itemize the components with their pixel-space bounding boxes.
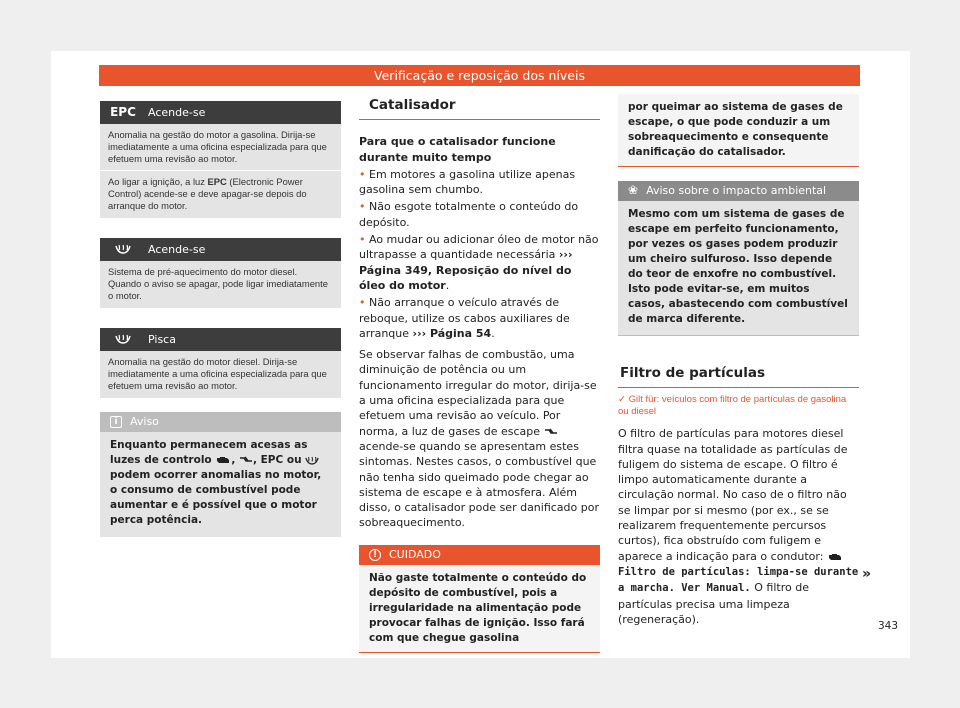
environment-text: Mesmo com um sistema de gases de escape em perfeito funcionamento, por vezes os gases podem produzir um cheiro sulfuroso. Isso depende do teor de enxofre no combustível. Isto pode evitar-se, em muitos casos, abastecendo com combustível de marca diferente. (618, 201, 859, 335)
section-title: Catalisador (359, 94, 600, 120)
environment-title: Aviso sobre o impacto ambiental (646, 184, 827, 198)
engine-icon (827, 552, 843, 562)
page-reference-link[interactable]: ››› Página 54 (412, 326, 492, 340)
bullet-icon: • (359, 167, 369, 181)
section-title: Filtro de partículas (618, 362, 859, 388)
list-item: • Ao mudar ou adicionar óleo de motor não ultrapasse a quantidade necessária ››› Página 349, Reposição do nível do óleo do motor. (359, 233, 599, 292)
column-middle (359, 94, 600, 653)
warning-text: Anomalia na gestão do motor diesel. Dirija-se imediatamente a uma oficina especializada para que efetuem uma revisão ao motor. (108, 356, 327, 391)
warning-title: Acende-se (148, 105, 206, 119)
bullet-icon: • (359, 233, 369, 247)
warning-title: Pisca (148, 332, 176, 346)
caution-continued-text: por queimar ao sistema de gases de escape, o que pode conduzir a um sobreaquecimento e consequente danificação do catalisador. (618, 94, 859, 167)
display-message: Filtro de partículas: limpa-se durante a marcha. Ver Manual. (618, 565, 859, 595)
info-icon: i (110, 416, 122, 428)
glow-plug-icon (100, 242, 146, 257)
caution-icon: ! (369, 549, 381, 561)
page-number: 343 (878, 620, 899, 632)
applies-to-note: ✓ Gilt für: veículos com filtro de partículas de gasolina ou diesel (618, 394, 847, 418)
caution-box (359, 545, 600, 653)
warning-title: Acende-se (148, 242, 206, 256)
column-right (618, 94, 859, 627)
glow-plug-icon (305, 456, 319, 465)
epc-icon: EPC (207, 176, 227, 187)
epc-icon: EPC (110, 104, 136, 119)
continue-arrow-icon: » (862, 566, 872, 582)
bullet-icon: • (359, 200, 369, 214)
warning-box-glow-on (100, 238, 341, 308)
page-reference-link[interactable]: ››› Página 349, Reposição do nível do óleo do motor (359, 248, 573, 292)
flower-icon: ❀ (628, 183, 639, 198)
notice-box (100, 412, 341, 537)
exhaust-icon (544, 427, 558, 437)
page-header: Verificação e reposição dos níveis (99, 65, 860, 86)
engine-icon (215, 455, 231, 465)
checkmark-icon: ✓ (618, 394, 629, 406)
exhaust-icon (239, 455, 253, 465)
lead-text: Para que o catalisador funcione durante muito tempo (359, 135, 556, 164)
glow-plug-icon (100, 332, 146, 347)
caution-title: CUIDADO (389, 548, 441, 562)
bullet-icon: • (359, 296, 369, 310)
body-paragraph: Se observar falhas de combustão, uma diminuição de potência ou um funcionamento irregular do motor, dirija-se a uma oficina especializada para que efetuem uma revisão ao veículo. Por norma, a luz de gases de escape acende-se quando se apresentam estes sintomas. Nestes casos, o combustível que não tenha sido queimado pode chegar ao sistema de escape e à atmosfera. Além disso, o catalisador pode ser danificado por sobreaquecimento. (359, 348, 599, 530)
environment-notice-box (618, 181, 859, 336)
list-item: • Não esgote totalmente o conteúdo do depósito. (359, 200, 579, 229)
list-item: • Não arranque o veículo através de reboque, utilize os cabos auxiliares de arranque ››› Página 54. (359, 296, 570, 340)
warning-box-epc (100, 101, 341, 218)
notice-text: Enquanto permanecem acesas as luzes de controlo , , EPC ou podem ocorrer anomalias no motor, o consumo de combustível pode aumentar e é possível que o motor perca potência. (100, 432, 341, 537)
notice-title: Aviso (130, 415, 159, 429)
warning-box-glow-blink (100, 328, 341, 398)
list-item: • Em motores a gasolina utilize apenas gasolina sem chumbo. (359, 167, 576, 197)
warning-text: Sistema de pré-aquecimento do motor diesel. Quando o aviso se apagar, pode ligar imediatamente o motor. (108, 266, 328, 301)
divider (100, 170, 341, 171)
column-left (100, 101, 341, 537)
caution-text: Não gaste totalmente o conteúdo do depósito de combustível, pois a irregularidade na alimentação pode provocar falhas de ignição. Isso fará com que chegue gasolina (359, 565, 600, 652)
epc-icon: EPC (260, 454, 284, 466)
warning-text-2: Ao ligar a ignição, a luz EPC (Electronic Power Control) acende-se e deve apagar-se depois do arranque do motor. (108, 176, 307, 211)
body-paragraph: O filtro de partículas para motores diesel filtra quase na totalidade as partículas de fuligem do sistema de escape. O filtro é limpo automaticamente durante a circulação normal. No caso de o filtro não se limpar por si mesmo (por ex., se se realizarem frequentemente percursos curtos), fica obstruído com fuligem e aparece a indicação para o condutor: Filtro de partículas: limpa-se durante a marcha. Ver Manual. O filtro de partículas precisa uma limpeza (regeneração). (618, 427, 859, 626)
warning-text: Anomalia na gestão do motor a gasolina. Dirija-se imediatamente a uma oficina especializada para que efetuem uma revisão ao motor. (108, 129, 327, 164)
